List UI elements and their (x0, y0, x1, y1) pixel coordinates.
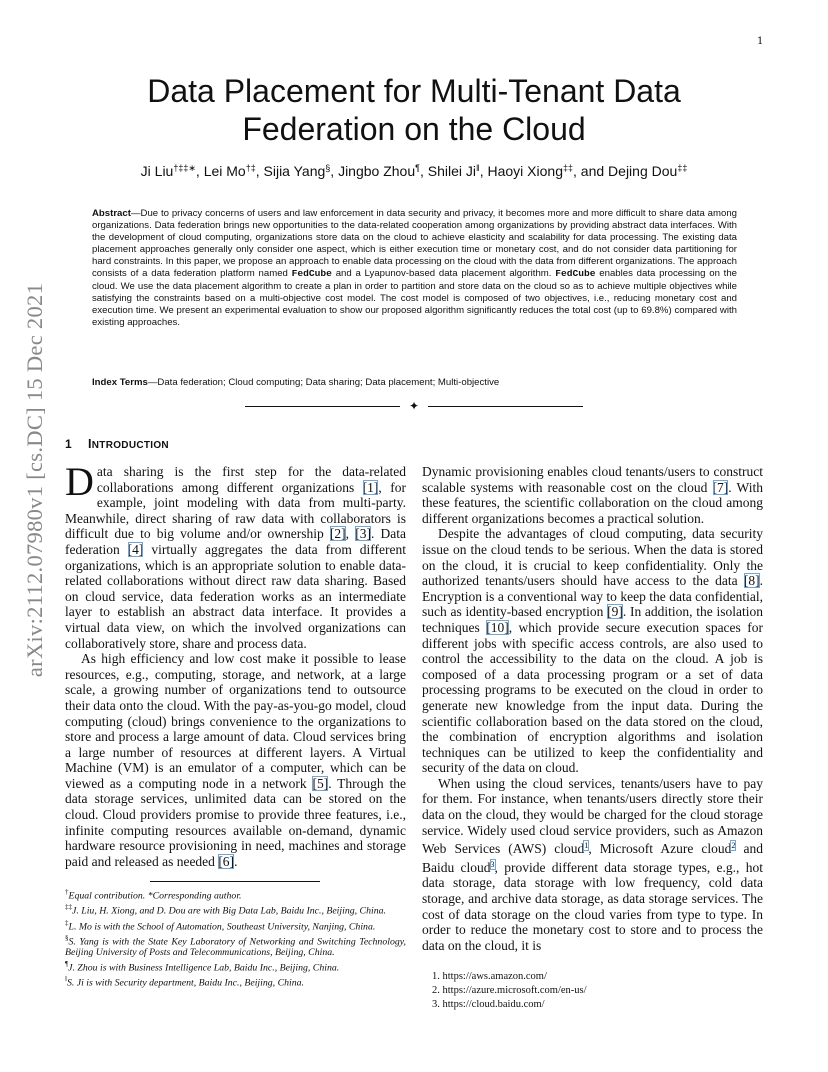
section-heading (65, 437, 169, 451)
page-number: 1 (757, 36, 764, 47)
affiliation-marks: ‡‡ (563, 163, 574, 173)
section-title-initial: I (87, 437, 92, 451)
citation-link[interactable]: [1] (362, 479, 379, 495)
citation-link[interactable]: [6] (218, 853, 235, 869)
paragraph-text: , provide different data storage types, e.g., hot data storage, data storage with low frequency, cold data storage, and archive data storage, as data storage services. The cost of data storage on the cloud varies from type to type. In order to reduce the monetary cost to store and to process the data on the cloud, it is (422, 859, 763, 953)
title-line-1: Data Placement for Multi-Tenant Data (147, 73, 681, 109)
paragraph-text: . In addition, the isolation techniques (422, 604, 763, 635)
paragraph-text: Despite the advantages of cloud computing, data security issue on the cloud tends to be serious. When the data is stored on the cloud, it is crucial to keep confidentiality. Only the authorized tenants/users should have access to the data (422, 526, 763, 589)
footnote-text: J. Zhou is with Business Intelligence Lab, Baidu Inc., Beijing, China. (68, 962, 340, 974)
paragraph-text: , Microsoft Azure cloud (588, 841, 732, 857)
fedcube-name: FedCube (291, 268, 332, 280)
author-separator: , (330, 163, 339, 179)
author-name: Lei Mo (203, 163, 246, 179)
footnote (65, 902, 406, 916)
abstract-text-1: —Due to privacy concerns of users and law enforcement in data security and privacy, it becomes more and more difficult to share data among organizations. Data federation brings new opportunities to the data-related cooperation among organizations by providing abstract data interfaces. With the development of cloud computing, organizations store data on the cloud to achieve elasticity and scalability for data processing. The existing data placement approaches generally only consider one aspect, which is either execution time or monetary cost, and do not consider data partitioning for hard constraints. In this paper, we propose an approach to enable data processing on the cloud with the data from different organizations. The approach consists of a data federation platform named (92, 208, 737, 280)
section-number: 1 (65, 437, 72, 451)
paragraph-text: , which provide secure execution spaces for different jobs with specific access controls, are also used to control the accessibility to the data on the cloud. A job is composed of a data processing program or a set of data processing programs to be executed on the cloud in order to generate new knowledge from the input data. During the scientific collaboration based on the data stored on the cloud, the combination of encryption algorithms and isolation techniques can be utilized to keep the confidentiality and security of the data on cloud. (422, 619, 763, 776)
paragraph-text: Dynamic provisioning enables cloud tenants/users to construct scalable systems with reasonable cost on the cloud (422, 464, 763, 495)
paragraph (65, 459, 407, 651)
paragraph-text: . Encryption is a conventional way to keep the data confidential, such as identity-based encryption (422, 573, 763, 620)
citation-link[interactable]: [2] (329, 526, 346, 542)
author-separator: , and (573, 163, 609, 179)
paragraph (422, 776, 763, 954)
paragraph-text: virtually aggregates the data from different organizations, which is an appropriate solution to enable data-related collaborations without direct raw data sharing. Based on cloud service, data federation works as an intermediate layer to establish an abstract data interface. It provides a virtual data view, on which the involved organizations can collaboratively store, share and process data. (65, 541, 407, 651)
url-footnote: 3. https://cloud.baidu.com/ (432, 999, 545, 1010)
footnote-symbol: ¶ (65, 960, 69, 969)
footnote-text: L. Mo is with the School of Automation, Southeast University, Nanjing, China. (68, 920, 376, 932)
affiliation-marks: †‡ (245, 163, 256, 173)
drop-cap: D (65, 459, 94, 504)
index-terms (92, 377, 737, 388)
paper-title (60, 72, 768, 148)
affiliation-marks: ¶ (415, 163, 420, 173)
footnote-mark: 2 (731, 841, 736, 851)
author-separator: , (419, 163, 428, 179)
footnote-mark: 1 (584, 841, 589, 851)
author-separator: , (195, 163, 204, 179)
author-name: Dejing Dou (608, 163, 678, 179)
paragraph-text: . With these features, the scientific collaboration on the cloud among different organizations becomes a practical solution. (422, 479, 763, 526)
footnote (65, 918, 406, 932)
author-name: Shilei Ji (427, 163, 476, 179)
footnote-text: Equal contribution. *Corresponding author. (68, 890, 242, 902)
footnote (65, 933, 406, 958)
title-line-2: Federation on the Cloud (242, 111, 586, 147)
footnote-symbol: † (65, 888, 69, 896)
fedcube-name: FedCube (555, 268, 596, 280)
footnote-mark: 3 (490, 859, 495, 869)
abstract-text-2: and a Lyapunov-based data placement algorithm. (331, 268, 556, 280)
paragraph (422, 464, 763, 526)
footnote-rule (150, 881, 320, 882)
footnote-text: S. Yang is with the State Key Laboratory of Networking and Switching Technology, Beijing University of Posts and Telecommunications, Beijing, China. (65, 936, 406, 959)
citation-link[interactable]: [4] (127, 541, 144, 557)
footnote-text: J. Liu, H. Xiong, and D. Dou are with Big Data Lab, Baidu Inc., Beijing, China. (72, 905, 386, 917)
left-column (65, 459, 407, 869)
citation-link[interactable]: [5] (312, 775, 329, 791)
url-footnote: 1. https://aws.amazon.com/ (432, 971, 547, 982)
paragraph-text: When using the cloud services, tenants/users have to pay for them. For instance, when tenants/users directly store their data on the cloud, they would be charged for the cloud storage service. Widely used cloud service providers, such as Amazon Web Services (AWS) cloud (422, 775, 763, 857)
paragraph-text: , (345, 526, 356, 542)
paragraph-text: As high efficiency and low cost make it possible to lease resources, e.g., computing, storage, and network, at a large scale, a growing number of organizations tend to outsource their data onto the cloud. With the pay-as-you-go model, cloud computing (cloud) brings convenience to the organizations to store and process a large amount of data. Cloud services bring a large number of resources at different layers. A Virtual Machine (VM) is an emulator of a computer, which can be viewed as a computing node in a network (65, 651, 406, 791)
url-footnotes (432, 970, 762, 1012)
section-divider (245, 399, 585, 413)
paragraph (422, 526, 763, 776)
abstract (92, 208, 737, 329)
paragraph-text: and Baidu cloud (422, 841, 764, 875)
paragraph (65, 651, 406, 869)
affiliation-marks: ‖ (476, 163, 480, 173)
url-footnote: 2. https://azure.microsoft.com/en-us/ (432, 985, 587, 996)
arxiv-identifier-text: arXiv:2112.07980v1 [cs.DC] 15 Dec 2021 (22, 282, 47, 678)
paragraph-text: . Data federation (65, 526, 406, 557)
index-terms-text: —Data federation; Cloud computing; Data sharing; Data placement; Multi-objective (147, 377, 500, 388)
author-separator: , (255, 163, 264, 179)
footnote-symbol: ‖ (65, 975, 67, 984)
index-terms-label: Index Terms (92, 377, 148, 388)
affiliation-footnotes (65, 887, 406, 990)
right-column (422, 464, 763, 953)
arxiv-identifier-watermark (22, 282, 48, 678)
author-name: Sijia Yang (263, 163, 326, 179)
citation-link[interactable]: [8] (743, 573, 760, 589)
footnote (65, 887, 406, 901)
divider-line-left (245, 406, 400, 407)
abstract-text-3: enables data processing on the cloud. We use the data placement algorithm to create a plan in order to partition and store data on the cloud so as to achieve multiple objectives while satisfying the constraints based on a multi-objective cost model. The cost model is composed of two objectives, i.e., reducing monetary cost and execution time. We present an experimental evaluation to show our proposed algorithm significantly reduces the total cost (up to 69.8%) compared with existing approaches. (92, 268, 737, 328)
footnote (65, 974, 406, 988)
abstract-label: Abstract (92, 208, 131, 219)
affiliation-marks: ‡‡ (677, 163, 688, 173)
author-list (60, 163, 768, 179)
author-name: Haoyi Xiong (487, 163, 563, 179)
footnote (65, 959, 406, 973)
footnote-symbol: § (65, 933, 69, 942)
citation-link[interactable]: [7] (712, 479, 729, 495)
author-separator: , (479, 163, 488, 179)
citation-link[interactable]: [3] (355, 526, 371, 542)
diamond-ornament-icon: ✦ (409, 399, 420, 413)
author-name: Ji Liu (140, 163, 174, 179)
section-title-rest: NTRODUCTION (91, 440, 169, 451)
paragraph-text: . (234, 853, 238, 869)
paragraph-text: . Through the data storage services, unlimited data can be stored on the cloud. Cloud providers promise to provide three features, i.e., infinite computing resources available on-demand, dynamic hardware resource provisioning in need, machines and storage paid and released as needed (65, 775, 406, 869)
paragraph-text: ata sharing is the first step for the data-related collaborations among different organizations (96, 464, 406, 495)
divider-line-right (428, 406, 583, 407)
footnote-symbol: ‡‡ (65, 903, 72, 912)
citation-link[interactable]: [9] (607, 604, 623, 620)
affiliation-marks: †‡‡∗ (173, 163, 196, 173)
affiliation-marks: § (325, 163, 331, 173)
citation-link[interactable]: [10] (486, 619, 509, 635)
footnote-text: S. Ji is with Security department, Baidu Inc., Beijing, China. (66, 977, 304, 989)
author-name: Jingbo Zhou (338, 163, 416, 179)
footnote-symbol: ‡ (65, 918, 69, 927)
paragraph-text: , for example, joint modeling with data from multi-party. Meanwhile, direct sharing of raw data with collaborators is difficult due to big volume and/or ownership (65, 479, 406, 542)
